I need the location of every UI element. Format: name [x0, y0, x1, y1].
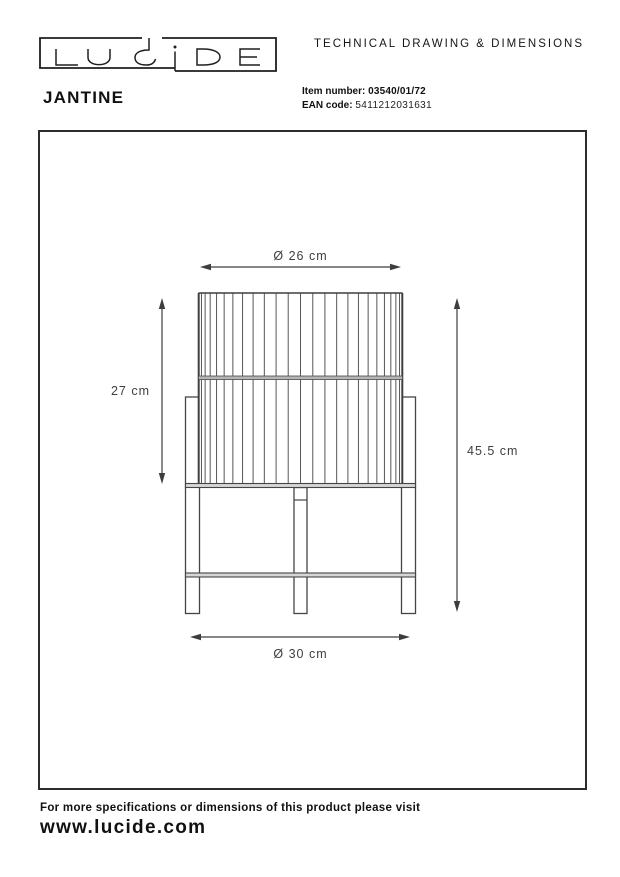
lamp-shade	[199, 293, 403, 483]
item-number-value: 03540/01/72	[368, 86, 426, 97]
logo-letter-u	[88, 49, 110, 65]
footer-note: For more specifications or dimensions of this product please visit	[40, 802, 421, 814]
dim-right	[454, 298, 519, 612]
doc-title: TECHNICAL DRAWING & DIMENSIONS	[314, 38, 584, 50]
item-info-block	[302, 85, 432, 113]
arrowhead-right	[399, 634, 410, 640]
logo-letter-d	[197, 49, 220, 65]
technical-drawing-svg	[38, 130, 587, 790]
dim-left	[111, 298, 165, 484]
ean-label: EAN code:	[302, 100, 353, 111]
logo-letter-l	[56, 49, 78, 65]
base-lower-rail	[186, 573, 416, 577]
base-top-rail	[186, 484, 416, 488]
website-link[interactable]: www.lucide.com	[40, 817, 207, 838]
dim-top	[200, 249, 401, 270]
dim-bottom-label: Ø 30 cm	[273, 647, 328, 661]
right-post	[402, 397, 416, 614]
ean-value: 5411212031631	[355, 100, 433, 111]
lamp-base	[186, 484, 416, 614]
arrowhead-left	[200, 264, 211, 270]
ean-row	[302, 99, 432, 113]
dim-top-label: Ø 26 cm	[273, 249, 328, 263]
logo-letters	[56, 38, 260, 71]
logo-letter-c	[135, 38, 156, 65]
arrowhead-up	[159, 298, 165, 309]
product-name: JANTINE	[43, 88, 125, 107]
dim-right-label: 45.5 cm	[467, 444, 519, 458]
logo-letter-e	[240, 49, 260, 65]
arrowhead-down	[454, 601, 460, 612]
item-number-label: Item number:	[302, 86, 366, 97]
drawing-box	[38, 130, 587, 790]
lucide-logo-svg	[39, 37, 277, 73]
logo-letter-i-dot	[174, 46, 177, 49]
arrowhead-up	[454, 298, 460, 309]
dim-bottom	[190, 634, 410, 661]
arrowhead-down	[159, 473, 165, 484]
arrowhead-left	[190, 634, 201, 640]
item-number-row	[302, 85, 432, 99]
arrowhead-right	[390, 264, 401, 270]
left-post	[186, 397, 200, 614]
center-post	[294, 488, 307, 614]
dim-left-label: 27 cm	[110, 384, 150, 398]
lucide-logo	[39, 37, 277, 73]
shade-mid-band	[199, 376, 403, 380]
